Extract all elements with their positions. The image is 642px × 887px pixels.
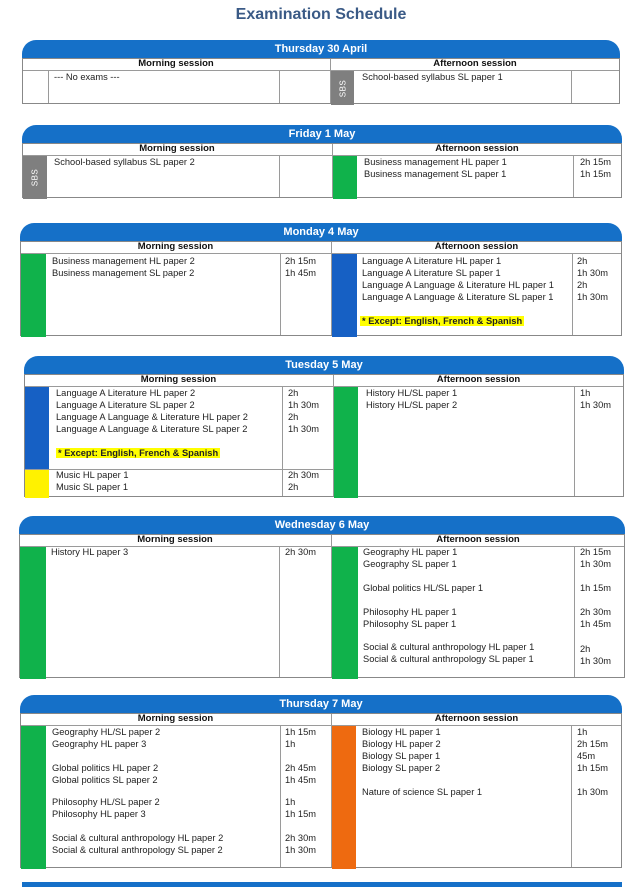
exam-subject: Business management HL paper 1 xyxy=(364,157,507,167)
day-header: Thursday 30 April xyxy=(22,40,620,58)
morning-session-label: Morning session xyxy=(137,713,214,724)
exam-duration: 2h 15m xyxy=(577,739,609,749)
exam-duration: 2h 15m xyxy=(285,256,317,266)
exam-duration: 1h 30m xyxy=(288,424,320,434)
afternoon-session-label: Afternoon session xyxy=(434,713,519,724)
exam-subject: Music SL paper 1 xyxy=(56,482,129,492)
exam-duration: 1h 30m xyxy=(285,845,317,855)
exception-note: * Except: English, French & Spanish xyxy=(58,448,219,458)
exam-subject: Language A Literature HL paper 1 xyxy=(362,256,502,266)
subject-group-bar-green xyxy=(334,387,358,498)
exam-duration: 2h xyxy=(577,280,588,290)
exam-duration: 1h 30m xyxy=(580,400,612,410)
day-header: Friday 1 May xyxy=(22,125,622,143)
morning-session-label: Morning session xyxy=(138,58,214,69)
exam-duration: 1h 15m xyxy=(577,763,609,773)
footer-bar xyxy=(22,882,622,887)
exam-duration: 1h 30m xyxy=(577,787,609,797)
exam-duration: 2h 30m xyxy=(288,470,320,480)
exam-duration: 1h 45m xyxy=(580,619,612,629)
exam-duration: 1h 30m xyxy=(580,559,612,569)
exam-duration: 1h 45m xyxy=(285,775,317,785)
exam-duration: 1h 30m xyxy=(577,268,609,278)
day-thursday-30-april xyxy=(22,40,620,104)
exam-subject: Geography HL/SL paper 2 xyxy=(52,727,161,737)
exam-subject: Biology SL paper 2 xyxy=(362,763,441,773)
exam-duration: 2h xyxy=(580,644,591,654)
afternoon-session-label: Afternoon session xyxy=(436,374,521,385)
exam-subject: Philosophy HL paper 1 xyxy=(363,607,457,617)
exam-subject: Biology HL paper 2 xyxy=(362,739,441,749)
exam-subject: Language A Language & Literature SL paper 1 xyxy=(362,292,554,302)
exam-duration: 1h 15m xyxy=(580,169,612,179)
exam-subject: Global politics HL paper 2 xyxy=(52,763,159,773)
exam-duration: 1h 15m xyxy=(285,809,317,819)
subject-group-bar-yellow xyxy=(25,470,49,498)
exam-subject: Language A Language & Literature HL paper 1 xyxy=(362,280,554,290)
exam-subject: Language A Language & Literature SL paper 2 xyxy=(56,424,248,434)
exam-duration: 2h xyxy=(288,412,299,422)
exam-duration: 1h xyxy=(580,388,591,398)
exam-duration: 1h xyxy=(577,727,588,737)
subject-group-bar-green xyxy=(21,254,46,337)
exam-duration: 1h 15m xyxy=(285,727,317,737)
exam-duration: 2h 30m xyxy=(285,833,317,843)
sbs-badge: SBS xyxy=(23,156,47,199)
exam-subject: Social & cultural anthropology SL paper 1 xyxy=(363,654,534,664)
exam-subject: School-based syllabus SL paper 1 xyxy=(362,72,503,82)
day-header: Monday 4 May xyxy=(20,223,622,241)
subject-group-bar-green xyxy=(333,156,357,199)
exam-subject: History HL/SL paper 1 xyxy=(366,388,458,398)
day-header: Thursday 7 May xyxy=(20,695,622,713)
exam-duration: 1h 15m xyxy=(580,583,612,593)
exam-duration: 2h xyxy=(288,388,299,398)
day-header: Tuesday 5 May xyxy=(24,356,624,374)
exam-subject: Business management SL paper 1 xyxy=(364,169,507,179)
exam-subject: History HL/SL paper 2 xyxy=(366,400,458,410)
exam-duration: 2h 30m xyxy=(285,547,317,557)
exam-duration: 2h xyxy=(577,256,588,266)
day-thursday-7-may xyxy=(20,695,622,868)
sbs-badge: SBS xyxy=(331,71,354,105)
day-monday-4-may xyxy=(20,223,622,336)
exam-subject: Business management SL paper 2 xyxy=(52,268,195,278)
afternoon-session-label: Afternoon session xyxy=(433,58,517,69)
exam-subject: Language A Literature HL paper 2 xyxy=(56,388,196,398)
exam-duration: 1h xyxy=(285,797,296,807)
subject-group-bar-green xyxy=(20,547,46,679)
subject-group-bar-green xyxy=(21,726,46,869)
subject-group-bar-blue xyxy=(25,387,49,469)
day-wednesday-6-may xyxy=(19,516,625,678)
exam-duration: 2h 15m xyxy=(580,157,612,167)
exam-subject: Social & cultural anthropology SL paper 2 xyxy=(52,845,223,855)
exam-subject: Geography HL paper 3 xyxy=(52,739,147,749)
day-friday-1-may xyxy=(22,125,622,198)
exam-subject: Geography HL paper 1 xyxy=(363,547,458,557)
exam-subject: Geography SL paper 1 xyxy=(363,559,457,569)
exam-subject: Language A Language & Literature HL paper 2 xyxy=(56,412,248,422)
subject-group-bar-green xyxy=(332,547,358,679)
morning-session-label: Morning session xyxy=(137,241,214,252)
day-header: Wednesday 6 May xyxy=(19,516,625,534)
morning-session-label: Morning session xyxy=(139,143,215,154)
schedule-grid xyxy=(22,143,622,198)
exception-note: * Except: English, French & Spanish xyxy=(362,316,523,326)
exam-subject: School-based syllabus SL paper 2 xyxy=(54,157,195,167)
exam-duration: 1h xyxy=(285,739,296,749)
exam-subject: Global politics SL paper 2 xyxy=(52,775,158,785)
exam-subject: Nature of science SL paper 1 xyxy=(362,787,483,797)
exam-subject: Language A Literature SL paper 2 xyxy=(56,400,195,410)
subject-group-bar-blue xyxy=(332,254,357,337)
exam-subject: History HL paper 3 xyxy=(51,547,129,557)
exam-subject: --- No exams --- xyxy=(54,72,120,82)
afternoon-session-label: Afternoon session xyxy=(436,534,520,545)
day-tuesday-5-may xyxy=(24,356,624,497)
exam-duration: 1h 45m xyxy=(285,268,317,278)
exam-subject: Philosophy HL/SL paper 2 xyxy=(52,797,160,807)
exam-subject: Philosophy SL paper 1 xyxy=(363,619,457,629)
exam-duration: 45m xyxy=(577,751,596,761)
exam-subject: Social & cultural anthropology HL paper 1 xyxy=(363,642,535,652)
page-title: Examination Schedule xyxy=(235,6,407,23)
exam-duration: 1h 30m xyxy=(577,292,609,302)
exam-subject: Philosophy HL paper 3 xyxy=(52,809,146,819)
exam-duration: 2h 30m xyxy=(580,607,612,617)
exam-subject: Language A Literature SL paper 1 xyxy=(362,268,501,278)
morning-session-label: Morning session xyxy=(140,374,217,385)
exam-subject: Business management HL paper 2 xyxy=(52,256,195,266)
exam-duration: 2h xyxy=(288,482,299,492)
exam-duration: 1h 30m xyxy=(580,656,612,666)
morning-session-label: Morning session xyxy=(137,534,213,545)
exam-subject: Biology HL paper 1 xyxy=(362,727,441,737)
afternoon-session-label: Afternoon session xyxy=(434,241,519,252)
exam-subject: Music HL paper 1 xyxy=(56,470,129,480)
exam-duration: 2h 45m xyxy=(285,763,317,773)
subject-group-bar-orange xyxy=(332,726,356,869)
afternoon-session-label: Afternoon session xyxy=(435,143,519,154)
exam-duration: 1h 30m xyxy=(288,400,320,410)
exam-subject: Global politics HL/SL paper 1 xyxy=(363,583,484,593)
exam-subject: Biology SL paper 1 xyxy=(362,751,441,761)
exam-duration: 2h 15m xyxy=(580,547,612,557)
exam-subject: Social & cultural anthropology HL paper 2 xyxy=(52,833,224,843)
